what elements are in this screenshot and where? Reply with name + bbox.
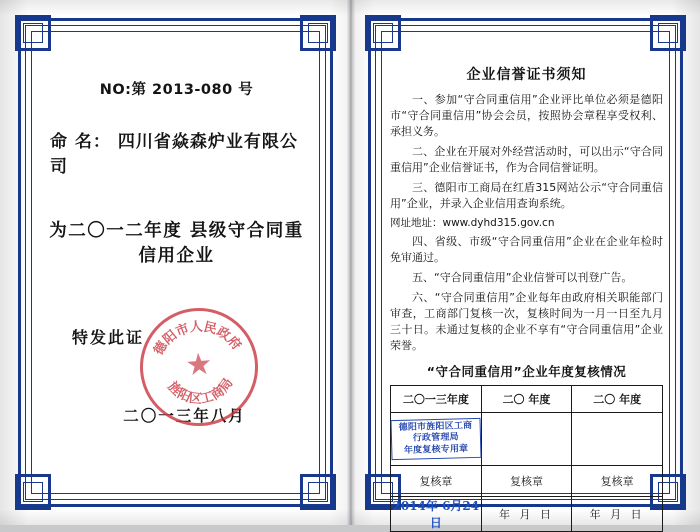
company-name-row — [44, 127, 309, 177]
table-row — [391, 496, 663, 531]
table-cell-stamp-label: 复核章 — [391, 465, 482, 496]
notice-item: 一、参加“守合同重信用”企业评比单位必须是德阳市“守合同重信用”协会会员，按照协会章程享受权利、承担义务。 — [390, 93, 663, 138]
table-cell-stamp-label: 复核章 — [572, 465, 663, 496]
company-name-label: 命 名： — [50, 132, 111, 152]
handwritten-date: 2014年 6月24日 — [392, 498, 480, 530]
certificate-number-label: NO:第 — [99, 82, 147, 98]
notice-item: 六、“守合同重信用”企业每年由政府相关职能部门审查，工商部门复核一次，复核时间为一月一日至九月三十日。未通过复核的企业不享有“守合同重信用”企业荣誉。 — [390, 291, 663, 352]
certificate-left-page — [18, 18, 333, 507]
review-stamp-icon: 德阳市旌阳区工商行政管理局 年度复核专用章 — [390, 418, 481, 460]
award-line: 为二〇一二年度 县级守合同重信用企业 — [49, 221, 304, 266]
certificate-number-value: 2013-080 — [152, 82, 233, 98]
notice-item: 四、省级、市级“守合同重信用”企业在企业年检时免审通过。 — [390, 235, 663, 265]
table-cell-year: 二〇 年度 — [481, 385, 572, 412]
table-cell-year: 二〇 年度 — [572, 385, 663, 412]
right-page-content — [390, 38, 663, 530]
certificate-number-row — [44, 78, 309, 99]
company-name-value: 四川省焱森炉业有限公司 — [50, 132, 298, 177]
certificate-right-page — [368, 18, 683, 530]
table-cell-stamp-label: 复核章 — [481, 465, 572, 496]
table-cell-year: 二〇一三年度 — [391, 385, 482, 412]
certificate-number-suffix: 号 — [238, 82, 254, 98]
notice-item: 五、“守合同重信用”企业信誉可以刊登广告。 — [412, 271, 633, 285]
table-cell-review-stamp-empty — [572, 412, 663, 465]
page-fold — [347, 0, 355, 525]
notice-title: 企业信誉证书须知 — [466, 67, 587, 83]
official-seal-icon — [136, 304, 262, 430]
table-cell-review-stamp — [391, 412, 482, 465]
notice-item: 三、德阳市工商局在红盾315网站公示“守合同重信用”企业，并录入企业信用查询系统。 — [390, 180, 663, 210]
notice-url-row — [390, 216, 663, 231]
annual-review-table — [390, 385, 663, 532]
seal-bottom-text: 旌阳区工商局 — [164, 375, 237, 408]
table-cell-date: 年 月 日 — [481, 496, 572, 531]
table-cell-date: 年 月 日 — [572, 496, 663, 531]
table-row — [391, 412, 663, 465]
table-cell-review-stamp-empty — [481, 412, 572, 465]
seal-top-text: 德阳市人民政府 — [151, 319, 244, 358]
issue-date: 二〇一三年八月 — [123, 407, 246, 425]
table-row — [391, 385, 663, 412]
notice-item: 二、企业在开展对外经营活动时，可以出示“守合同重信用”企业信誉证书，作为合同信誉证明。 — [390, 144, 663, 174]
issue-statement: 特发此证 — [72, 328, 145, 347]
seal-star-icon: ★ — [184, 346, 214, 384]
table-row — [391, 465, 663, 496]
notice-url-value: www.dyhd315.gov.cn — [442, 216, 555, 229]
table-cell-date — [391, 496, 482, 531]
notice-url-label: 网址地址： — [390, 216, 443, 229]
review-table-title: “守合同重信用”企业年度复核情况 — [426, 363, 627, 379]
